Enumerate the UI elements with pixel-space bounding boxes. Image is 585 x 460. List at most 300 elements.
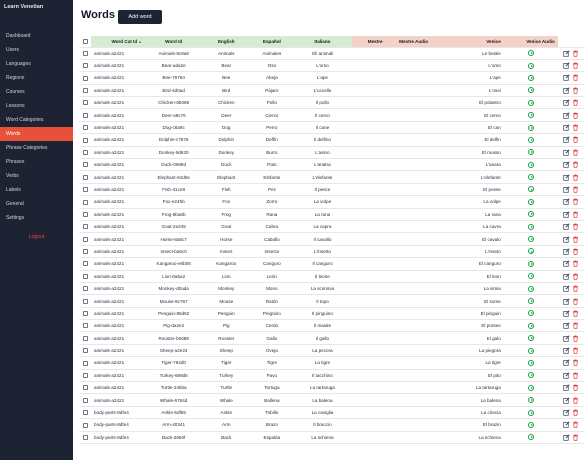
delete-icon[interactable] <box>572 298 579 305</box>
espanol-cell: Pájaro <box>250 84 293 96</box>
delete-icon[interactable] <box>572 174 579 181</box>
play-audio-icon[interactable] <box>528 75 534 81</box>
column-header-mestre-audio[interactable] <box>386 36 442 47</box>
play-audio-icon[interactable] <box>528 199 534 205</box>
play-audio-icon[interactable] <box>528 63 534 69</box>
delete-icon[interactable] <box>572 50 579 57</box>
play-audio-icon[interactable] <box>528 224 534 230</box>
espanol-cell: Espalda <box>250 431 293 443</box>
word-id-cell: Elephant-64d0e <box>145 171 202 183</box>
actions-header <box>558 36 585 47</box>
espanol-cell: Ratón <box>250 295 293 307</box>
table-row <box>79 84 585 96</box>
sidebar-item-lessons[interactable]: Lessons <box>6 103 25 109</box>
mestre-audio-cell <box>386 258 442 270</box>
row-select-cell <box>79 406 91 418</box>
edit-icon[interactable] <box>563 372 570 379</box>
edit-icon[interactable] <box>563 50 570 57</box>
sidebar-item-languages[interactable]: Languages <box>6 61 31 67</box>
table-row <box>79 121 585 133</box>
edit-icon[interactable] <box>563 384 570 391</box>
sidebar-item-users[interactable]: Users <box>6 47 20 53</box>
play-audio-icon[interactable] <box>528 149 534 155</box>
play-audio-icon[interactable] <box>528 348 534 354</box>
table-row <box>79 220 585 232</box>
venice-audio-cell <box>504 72 558 84</box>
play-audio-icon[interactable] <box>528 248 534 254</box>
mestre-cell <box>352 171 386 183</box>
edit-icon[interactable] <box>563 124 570 131</box>
edit-icon[interactable] <box>563 322 570 329</box>
word-id-cell: Bear-ada2e <box>145 59 202 71</box>
mestre-cell <box>352 121 386 133</box>
sidebar-item-regions[interactable]: Regions <box>6 75 25 81</box>
edit-icon[interactable] <box>563 359 570 366</box>
row-actions-cell <box>558 171 585 183</box>
delete-icon[interactable] <box>572 136 579 143</box>
delete-icon[interactable] <box>572 384 579 391</box>
play-audio-icon[interactable] <box>528 410 534 416</box>
venice-cell: El cavalo <box>442 233 504 245</box>
column-header-venice[interactable] <box>442 36 504 47</box>
edit-icon[interactable] <box>563 298 570 305</box>
row-checkbox[interactable] <box>83 224 88 229</box>
edit-icon[interactable] <box>563 161 570 168</box>
table-row <box>79 183 585 195</box>
delete-icon[interactable] <box>572 347 579 354</box>
italiano-cell: La rana <box>293 208 351 220</box>
row-select-cell <box>79 220 91 232</box>
row-select-cell <box>79 47 91 59</box>
word-id-cell: Turkey-689d6 <box>145 369 202 381</box>
word-cat-id-cell: body-parts-8dfe4 <box>91 406 145 418</box>
mestre-cell <box>352 208 386 220</box>
italiano-cell: L'elefante <box>293 171 351 183</box>
play-audio-icon[interactable] <box>528 137 534 143</box>
column-header-label: Mestre Audio <box>399 38 429 44</box>
delete-icon[interactable] <box>572 62 579 69</box>
mestre-audio-cell <box>386 183 442 195</box>
english-cell: Fish <box>202 183 250 195</box>
word-cat-id-cell: animals-a2421 <box>91 220 145 232</box>
english-cell: Rooster <box>202 332 250 344</box>
column-header-english[interactable] <box>202 36 250 47</box>
row-actions-cell <box>558 357 585 369</box>
english-cell: Duck <box>202 159 250 171</box>
play-audio-icon[interactable] <box>528 335 534 341</box>
sidebar <box>0 0 73 460</box>
edit-icon[interactable] <box>563 112 570 119</box>
row-checkbox[interactable] <box>83 261 88 266</box>
delete-icon[interactable] <box>572 335 579 342</box>
column-header-word-cat-id[interactable] <box>91 36 145 47</box>
row-checkbox[interactable] <box>83 187 88 192</box>
delete-icon[interactable] <box>572 124 579 131</box>
row-checkbox[interactable] <box>83 76 88 81</box>
venice-cell: El cervo <box>442 109 504 121</box>
delete-icon[interactable] <box>572 161 579 168</box>
row-checkbox[interactable] <box>83 435 88 440</box>
venice-cell: La tartaruga <box>442 382 504 394</box>
delete-icon[interactable] <box>572 273 579 280</box>
play-audio-icon[interactable] <box>528 372 534 378</box>
row-checkbox[interactable] <box>83 398 88 403</box>
italiano-cell: La pecora <box>293 344 351 356</box>
row-checkbox[interactable] <box>83 274 88 279</box>
word-id-cell: Lion-0aba2 <box>145 270 202 282</box>
edit-icon[interactable] <box>563 397 570 404</box>
row-checkbox[interactable] <box>83 175 88 180</box>
app-title: Learn Venetian <box>4 4 44 10</box>
row-actions-cell <box>558 72 585 84</box>
edit-icon[interactable] <box>563 273 570 280</box>
delete-icon[interactable] <box>572 421 579 428</box>
play-audio-icon[interactable] <box>528 125 534 131</box>
edit-icon[interactable] <box>563 248 570 255</box>
sidebar-item-courses[interactable]: Courses <box>6 89 25 95</box>
delete-icon[interactable] <box>572 112 579 119</box>
sidebar-item-words[interactable]: Words <box>0 127 73 141</box>
word-cat-id-cell: animals-a2421 <box>91 196 145 208</box>
word-cat-id-cell: animals-a2421 <box>91 245 145 257</box>
edit-icon[interactable] <box>563 186 570 193</box>
row-checkbox[interactable] <box>83 373 88 378</box>
sidebar-item-labels[interactable]: Labels <box>6 187 21 193</box>
mestre-audio-cell <box>386 295 442 307</box>
venice-cell: El pinguin <box>442 307 504 319</box>
delete-icon[interactable] <box>572 149 579 156</box>
espanol-cell: Pavo <box>250 369 293 381</box>
mestre-audio-cell <box>386 59 442 71</box>
play-audio-icon[interactable] <box>528 236 534 242</box>
english-cell: Turkey <box>202 369 250 381</box>
column-header-italiano[interactable] <box>293 36 351 47</box>
mestre-audio-cell <box>386 47 442 59</box>
italiano-cell: La schiena <box>293 431 351 443</box>
delete-icon[interactable] <box>572 260 579 267</box>
sidebar-item-general[interactable]: General <box>6 201 24 207</box>
row-checkbox[interactable] <box>83 361 88 366</box>
venice-audio-cell <box>504 382 558 394</box>
column-header-mestre[interactable] <box>352 36 386 47</box>
italiano-cell: La tartaruga <box>293 382 351 394</box>
word-cat-id-cell: animals-a2421 <box>91 394 145 406</box>
edit-icon[interactable] <box>563 87 570 94</box>
delete-icon[interactable] <box>572 310 579 317</box>
delete-icon[interactable] <box>572 198 579 205</box>
row-checkbox[interactable] <box>83 299 88 304</box>
sidebar-item-dashboard[interactable]: Dashboard <box>6 33 31 39</box>
delete-icon[interactable] <box>572 434 579 441</box>
edit-icon[interactable] <box>563 335 570 342</box>
delete-icon[interactable] <box>572 322 579 329</box>
italiano-cell: Il cane <box>293 121 351 133</box>
play-audio-icon[interactable] <box>528 310 534 316</box>
table-row <box>79 72 585 84</box>
mestre-audio-cell <box>386 270 442 282</box>
delete-icon[interactable] <box>572 186 579 193</box>
row-actions-cell <box>558 121 585 133</box>
edit-icon[interactable] <box>563 434 570 441</box>
row-checkbox[interactable] <box>83 410 88 415</box>
mestre-audio-cell <box>386 394 442 406</box>
mestre-audio-cell <box>386 406 442 418</box>
word-cat-id-cell: body-parts-8dfe4 <box>91 431 145 443</box>
mestre-audio-cell <box>386 159 442 171</box>
play-audio-icon[interactable] <box>528 100 534 106</box>
sort-ascending-icon[interactable]: ▲ <box>138 38 143 44</box>
venice-audio-cell <box>504 196 558 208</box>
edit-icon[interactable] <box>563 136 570 143</box>
row-checkbox[interactable] <box>83 237 88 242</box>
edit-icon[interactable] <box>563 62 570 69</box>
mestre-cell <box>352 59 386 71</box>
venice-audio-cell <box>504 183 558 195</box>
edit-icon[interactable] <box>563 236 570 243</box>
edit-icon[interactable] <box>563 198 570 205</box>
delete-icon[interactable] <box>572 223 579 230</box>
play-audio-icon[interactable] <box>528 112 534 118</box>
row-checkbox[interactable] <box>83 249 88 254</box>
mestre-cell <box>352 282 386 294</box>
edit-icon[interactable] <box>563 211 570 218</box>
mestre-cell <box>352 196 386 208</box>
mestre-audio-cell <box>386 320 442 332</box>
word-cat-id-cell: animals-a2421 <box>91 47 145 59</box>
mestre-audio-cell <box>386 369 442 381</box>
row-checkbox[interactable] <box>83 311 88 316</box>
play-audio-icon[interactable] <box>528 50 534 56</box>
word-cat-id-cell: animals-a2421 <box>91 84 145 96</box>
play-audio-icon[interactable] <box>528 211 534 217</box>
venice-cell: El sorse <box>442 295 504 307</box>
venice-cell: La volpe <box>442 196 504 208</box>
row-checkbox[interactable] <box>83 113 88 118</box>
mestre-cell <box>352 220 386 232</box>
word-cat-id-cell: animals-a2421 <box>91 295 145 307</box>
mestre-cell <box>352 258 386 270</box>
sidebar-item-settings[interactable]: Settings <box>6 215 25 221</box>
play-audio-icon[interactable] <box>528 186 534 192</box>
delete-icon[interactable] <box>572 236 579 243</box>
row-checkbox[interactable] <box>83 88 88 93</box>
play-audio-icon[interactable] <box>528 261 534 267</box>
column-header-label: English <box>217 38 235 44</box>
edit-icon[interactable] <box>563 310 570 317</box>
word-cat-id-cell: animals-a2421 <box>91 183 145 195</box>
sidebar-item-phrase-categories[interactable]: Phrase Categories <box>6 145 48 151</box>
play-audio-icon[interactable] <box>528 360 534 366</box>
play-audio-icon[interactable] <box>528 162 534 168</box>
delete-icon[interactable] <box>572 99 579 106</box>
venice-cell: El porsee <box>442 320 504 332</box>
word-id-cell: Duck-0688d <box>145 159 202 171</box>
table-row <box>79 282 585 294</box>
row-checkbox[interactable] <box>83 323 88 328</box>
mestre-cell <box>352 47 386 59</box>
page-title: Words <box>81 9 116 21</box>
delete-icon[interactable] <box>572 285 579 292</box>
row-actions-cell <box>558 270 585 282</box>
edit-icon[interactable] <box>563 149 570 156</box>
edit-icon[interactable] <box>563 409 570 416</box>
row-select-cell <box>79 146 91 158</box>
table-row <box>79 431 585 443</box>
word-id-cell: Chicken-6b088 <box>145 97 202 109</box>
row-checkbox[interactable] <box>83 348 88 353</box>
row-select-cell <box>79 159 91 171</box>
select-all-checkbox[interactable] <box>83 39 88 44</box>
sidebar-item-phrases[interactable]: Phrases <box>6 159 25 165</box>
word-id-cell: Arm-40341 <box>145 419 202 431</box>
mestre-cell <box>352 394 386 406</box>
venice-cell: Le bestie <box>442 47 504 59</box>
play-audio-icon[interactable] <box>528 298 534 304</box>
delete-icon[interactable] <box>572 248 579 255</box>
word-cat-id-cell: animals-a2421 <box>91 258 145 270</box>
espanol-cell: Caballo <box>250 233 293 245</box>
row-checkbox[interactable] <box>83 162 88 167</box>
english-cell: Whale <box>202 394 250 406</box>
table-row <box>79 196 585 208</box>
english-cell: Donkey <box>202 146 250 158</box>
word-id-cell: Turtle-245ba <box>145 382 202 394</box>
row-actions-cell <box>558 419 585 431</box>
play-audio-icon[interactable] <box>528 286 534 292</box>
column-header-español[interactable] <box>250 36 293 47</box>
delete-icon[interactable] <box>572 211 579 218</box>
edit-icon[interactable] <box>563 285 570 292</box>
venice-cell: El pito <box>442 369 504 381</box>
venice-cell: La tigre <box>442 357 504 369</box>
word-id-cell: Deer-a9c76 <box>145 109 202 121</box>
venice-audio-cell <box>504 159 558 171</box>
table-row <box>79 406 585 418</box>
word-id-cell: Kangaroo-e6b06 <box>145 258 202 270</box>
column-header-word-id[interactable] <box>145 36 202 47</box>
english-cell: Chicken <box>202 97 250 109</box>
row-checkbox[interactable] <box>83 286 88 291</box>
delete-icon[interactable] <box>572 359 579 366</box>
word-cat-id-cell: animals-a2421 <box>91 72 145 84</box>
word-id-cell: Whale-6764d <box>145 394 202 406</box>
row-checkbox[interactable] <box>83 150 88 155</box>
delete-icon[interactable] <box>572 409 579 416</box>
play-audio-icon[interactable] <box>528 385 534 391</box>
edit-icon[interactable] <box>563 421 570 428</box>
edit-icon[interactable] <box>563 99 570 106</box>
sidebar-item-word-categories[interactable]: Word Categories <box>6 117 44 123</box>
espanol-cell: Burro <box>250 146 293 158</box>
edit-icon[interactable] <box>563 174 570 181</box>
mestre-cell <box>352 183 386 195</box>
play-audio-icon[interactable] <box>528 323 534 329</box>
play-audio-icon[interactable] <box>528 397 534 403</box>
edit-icon[interactable] <box>563 347 570 354</box>
espanol-cell: Cabra <box>250 220 293 232</box>
edit-icon[interactable] <box>563 74 570 81</box>
row-checkbox[interactable] <box>83 385 88 390</box>
row-actions-cell <box>558 196 585 208</box>
play-audio-icon[interactable] <box>528 434 534 440</box>
row-checkbox[interactable] <box>83 100 88 105</box>
sidebar-item-verbs[interactable]: Verbs <box>6 173 19 179</box>
venice-cell: El brazio <box>442 419 504 431</box>
row-checkbox[interactable] <box>83 423 88 428</box>
espanol-cell: Oso <box>250 59 293 71</box>
word-id-cell: Donkey-9d620 <box>145 146 202 158</box>
italiano-cell: L'asino <box>293 146 351 158</box>
row-checkbox[interactable] <box>83 125 88 130</box>
row-actions-cell <box>558 183 585 195</box>
mestre-audio-cell <box>386 220 442 232</box>
column-header-label: Mestre <box>367 38 383 44</box>
word-id-cell: Frog-5ba6b <box>145 208 202 220</box>
row-actions-cell <box>558 431 585 443</box>
play-audio-icon[interactable] <box>528 174 534 180</box>
row-select-cell <box>79 357 91 369</box>
venice-cell: La rana <box>442 208 504 220</box>
espanol-cell: Rana <box>250 208 293 220</box>
italiano-cell: La scimmia <box>293 282 351 294</box>
word-id-cell: Fox-e245b <box>145 196 202 208</box>
mestre-cell <box>352 134 386 146</box>
italiano-cell: Il braccio <box>293 419 351 431</box>
play-audio-icon[interactable] <box>528 422 534 428</box>
venice-cell: El pesse <box>442 183 504 195</box>
venice-audio-cell <box>504 121 558 133</box>
row-select-cell <box>79 270 91 282</box>
venice-audio-cell <box>504 431 558 443</box>
row-select-cell <box>79 394 91 406</box>
logout-link[interactable]: Logout <box>28 234 45 240</box>
row-checkbox[interactable] <box>83 336 88 341</box>
edit-icon[interactable] <box>563 223 570 230</box>
mestre-audio-cell <box>386 109 442 121</box>
row-checkbox[interactable] <box>83 200 88 205</box>
italiano-cell: Il tacchino <box>293 369 351 381</box>
play-audio-icon[interactable] <box>528 273 534 279</box>
word-cat-id-cell: animals-a2421 <box>91 59 145 71</box>
delete-icon[interactable] <box>572 397 579 404</box>
play-audio-icon[interactable] <box>528 87 534 93</box>
mestre-audio-cell <box>386 84 442 96</box>
table-row <box>79 171 585 183</box>
add-word-button[interactable]: Add word <box>118 10 162 24</box>
column-header-venice-audio[interactable] <box>504 36 558 47</box>
mestre-audio-cell <box>386 332 442 344</box>
word-cat-id-cell: body-parts-8dfe4 <box>91 419 145 431</box>
row-checkbox[interactable] <box>83 138 88 143</box>
delete-icon[interactable] <box>572 74 579 81</box>
delete-icon[interactable] <box>572 372 579 379</box>
venice-cell: El leon <box>442 270 504 282</box>
word-cat-id-cell: animals-a2421 <box>91 208 145 220</box>
row-actions-cell <box>558 332 585 344</box>
mestre-cell <box>352 84 386 96</box>
row-actions-cell <box>558 344 585 356</box>
mestre-audio-cell <box>386 431 442 443</box>
edit-icon[interactable] <box>563 260 570 267</box>
word-cat-id-cell: animals-a2421 <box>91 369 145 381</box>
english-cell: Arm <box>202 419 250 431</box>
row-checkbox[interactable] <box>83 212 88 217</box>
mestre-audio-cell <box>386 72 442 84</box>
delete-icon[interactable] <box>572 87 579 94</box>
venice-cell: La cavra <box>442 220 504 232</box>
row-checkbox[interactable] <box>83 51 88 56</box>
row-checkbox[interactable] <box>83 63 88 68</box>
